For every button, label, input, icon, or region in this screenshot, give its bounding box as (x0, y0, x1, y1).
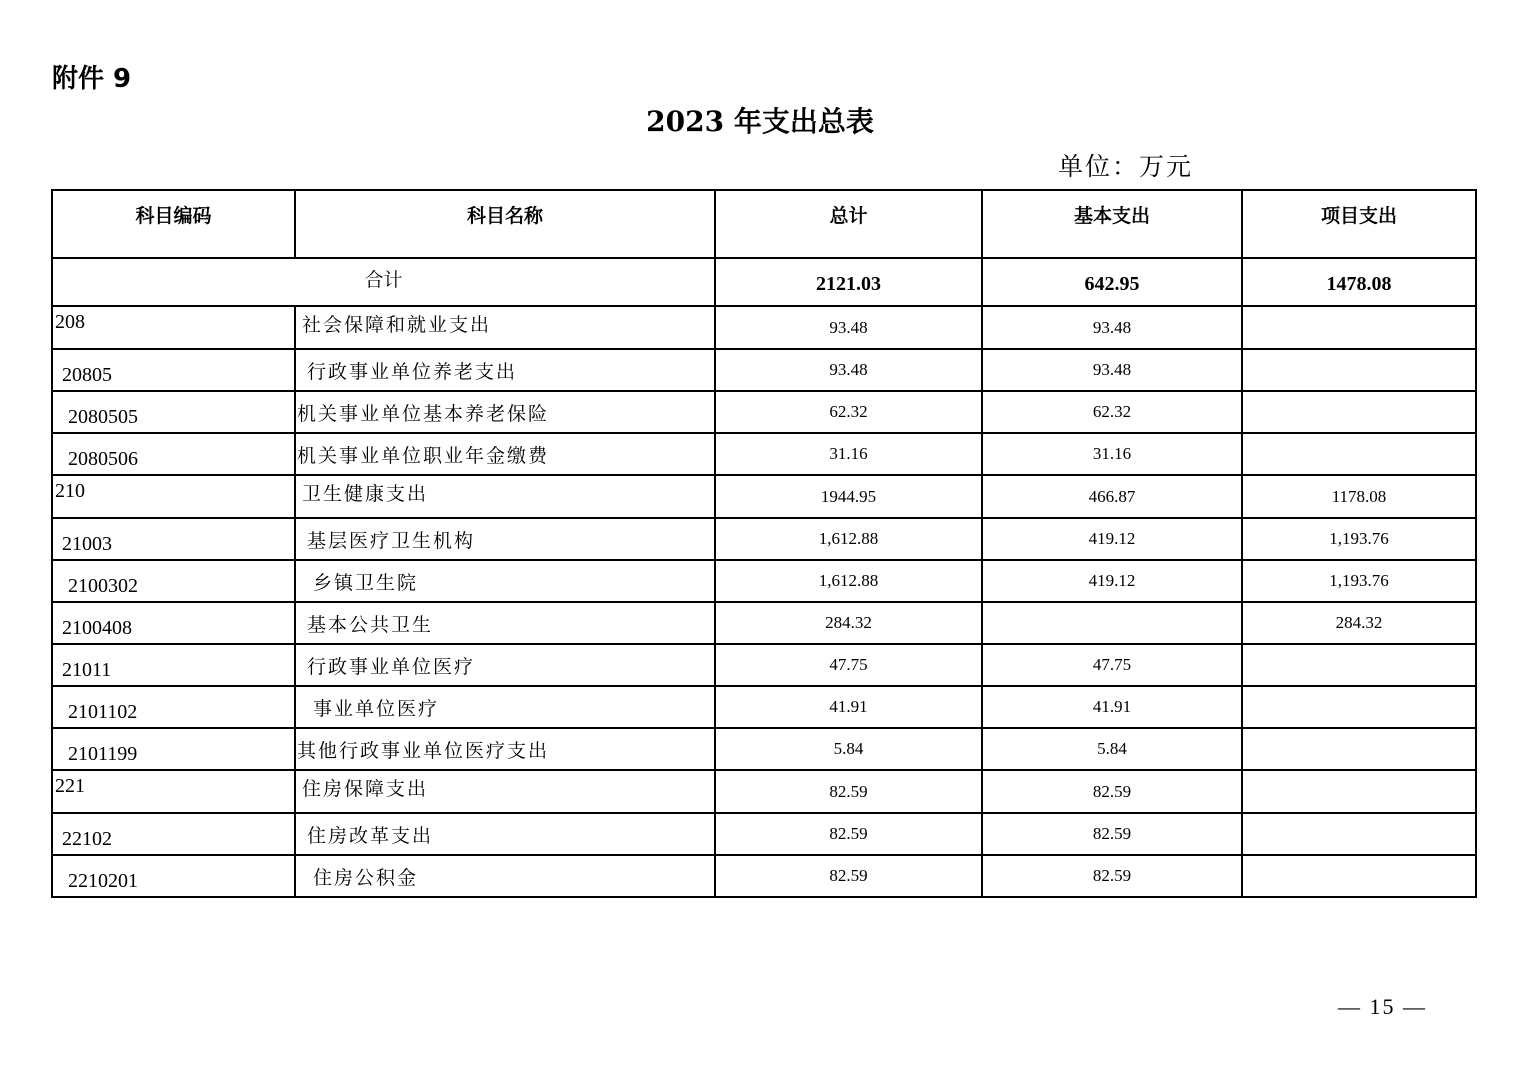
row-code: 221 (52, 770, 295, 813)
row-project (1242, 644, 1476, 686)
row-code: 2080506 (52, 433, 295, 475)
row-project: 1178.08 (1242, 475, 1476, 518)
header-project: 项目支出 (1242, 190, 1476, 258)
row-total: 82.59 (715, 855, 982, 897)
table-row (52, 433, 1476, 475)
row-code: 2101199 (52, 728, 295, 770)
row-name: 住房保障支出 (295, 770, 715, 813)
row-project (1242, 770, 1476, 813)
row-code: 210 (52, 475, 295, 518)
row-name: 卫生健康支出 (295, 475, 715, 518)
row-total: 1,612.88 (715, 518, 982, 560)
row-name: 基本公共卫生 (295, 602, 715, 644)
row-basic: 82.59 (982, 813, 1242, 855)
row-code: 20805 (52, 349, 295, 391)
row-code: 2080505 (52, 391, 295, 433)
table-header-row (52, 190, 1476, 258)
unit-label: 单位：万元 (1058, 152, 1194, 181)
row-total: 1,612.88 (715, 560, 982, 602)
row-name: 住房公积金 (295, 855, 715, 897)
table-row (52, 518, 1476, 560)
table-row (52, 306, 1476, 349)
row-project (1242, 855, 1476, 897)
document-title: 2023 年支出总表 (646, 105, 874, 138)
table-row (52, 813, 1476, 855)
table-row (52, 349, 1476, 391)
table-row (52, 475, 1476, 518)
header-basic: 基本支出 (982, 190, 1242, 258)
row-code: 2101102 (52, 686, 295, 728)
row-project: 1,193.76 (1242, 518, 1476, 560)
row-total: 284.32 (715, 602, 982, 644)
row-basic: 419.12 (982, 560, 1242, 602)
row-name: 行政事业单位养老支出 (295, 349, 715, 391)
table-row (52, 855, 1476, 897)
row-project (1242, 391, 1476, 433)
row-name: 基层医疗卫生机构 (295, 518, 715, 560)
table-row (52, 391, 1476, 433)
row-code: 22102 (52, 813, 295, 855)
row-name: 社会保障和就业支出 (295, 306, 715, 349)
row-basic: 93.48 (982, 306, 1242, 349)
row-project (1242, 349, 1476, 391)
row-basic: 47.75 (982, 644, 1242, 686)
row-project: 284.32 (1242, 602, 1476, 644)
row-name: 其他行政事业单位医疗支出 (295, 728, 715, 770)
row-total: 41.91 (715, 686, 982, 728)
row-basic: 466.87 (982, 475, 1242, 518)
table-row (52, 644, 1476, 686)
row-basic: 41.91 (982, 686, 1242, 728)
row-project (1242, 433, 1476, 475)
attachment-label: 附件 9 (52, 64, 132, 94)
row-name: 机关事业单位基本养老保险 (295, 391, 715, 433)
row-total: 82.59 (715, 770, 982, 813)
table-row (52, 728, 1476, 770)
row-name: 住房改革支出 (295, 813, 715, 855)
row-project (1242, 306, 1476, 349)
row-code: 21011 (52, 644, 295, 686)
row-total: 1944.95 (715, 475, 982, 518)
row-name: 事业单位医疗 (295, 686, 715, 728)
total-label: 合计 (52, 258, 715, 306)
row-total: 93.48 (715, 306, 982, 349)
table-row (52, 602, 1476, 644)
row-basic: 82.59 (982, 855, 1242, 897)
table-row (52, 770, 1476, 813)
row-total: 47.75 (715, 644, 982, 686)
row-name: 机关事业单位职业年金缴费 (295, 433, 715, 475)
row-basic: 62.32 (982, 391, 1242, 433)
row-total: 31.16 (715, 433, 982, 475)
row-total: 93.48 (715, 349, 982, 391)
row-basic: 82.59 (982, 770, 1242, 813)
row-project: 1,193.76 (1242, 560, 1476, 602)
row-basic: 31.16 (982, 433, 1242, 475)
row-project (1242, 686, 1476, 728)
total-sum: 2121.03 (715, 258, 982, 306)
row-total: 82.59 (715, 813, 982, 855)
row-basic: 419.12 (982, 518, 1242, 560)
row-name: 行政事业单位医疗 (295, 644, 715, 686)
table-row (52, 560, 1476, 602)
row-code: 2210201 (52, 855, 295, 897)
header-total: 总计 (715, 190, 982, 258)
row-name: 乡镇卫生院 (295, 560, 715, 602)
row-code: 2100408 (52, 602, 295, 644)
page-number: — 15 — (1338, 994, 1427, 1019)
row-project (1242, 813, 1476, 855)
total-project: 1478.08 (1242, 258, 1476, 306)
expenditure-table (51, 189, 1477, 898)
row-basic: 5.84 (982, 728, 1242, 770)
total-row (52, 258, 1476, 306)
row-code: 208 (52, 306, 295, 349)
header-code: 科目编码 (52, 190, 295, 258)
row-total: 62.32 (715, 391, 982, 433)
row-code: 21003 (52, 518, 295, 560)
table-row (52, 686, 1476, 728)
row-basic (982, 602, 1242, 644)
total-basic: 642.95 (982, 258, 1242, 306)
row-code: 2100302 (52, 560, 295, 602)
row-project (1242, 728, 1476, 770)
header-name: 科目名称 (295, 190, 715, 258)
row-total: 5.84 (715, 728, 982, 770)
row-basic: 93.48 (982, 349, 1242, 391)
